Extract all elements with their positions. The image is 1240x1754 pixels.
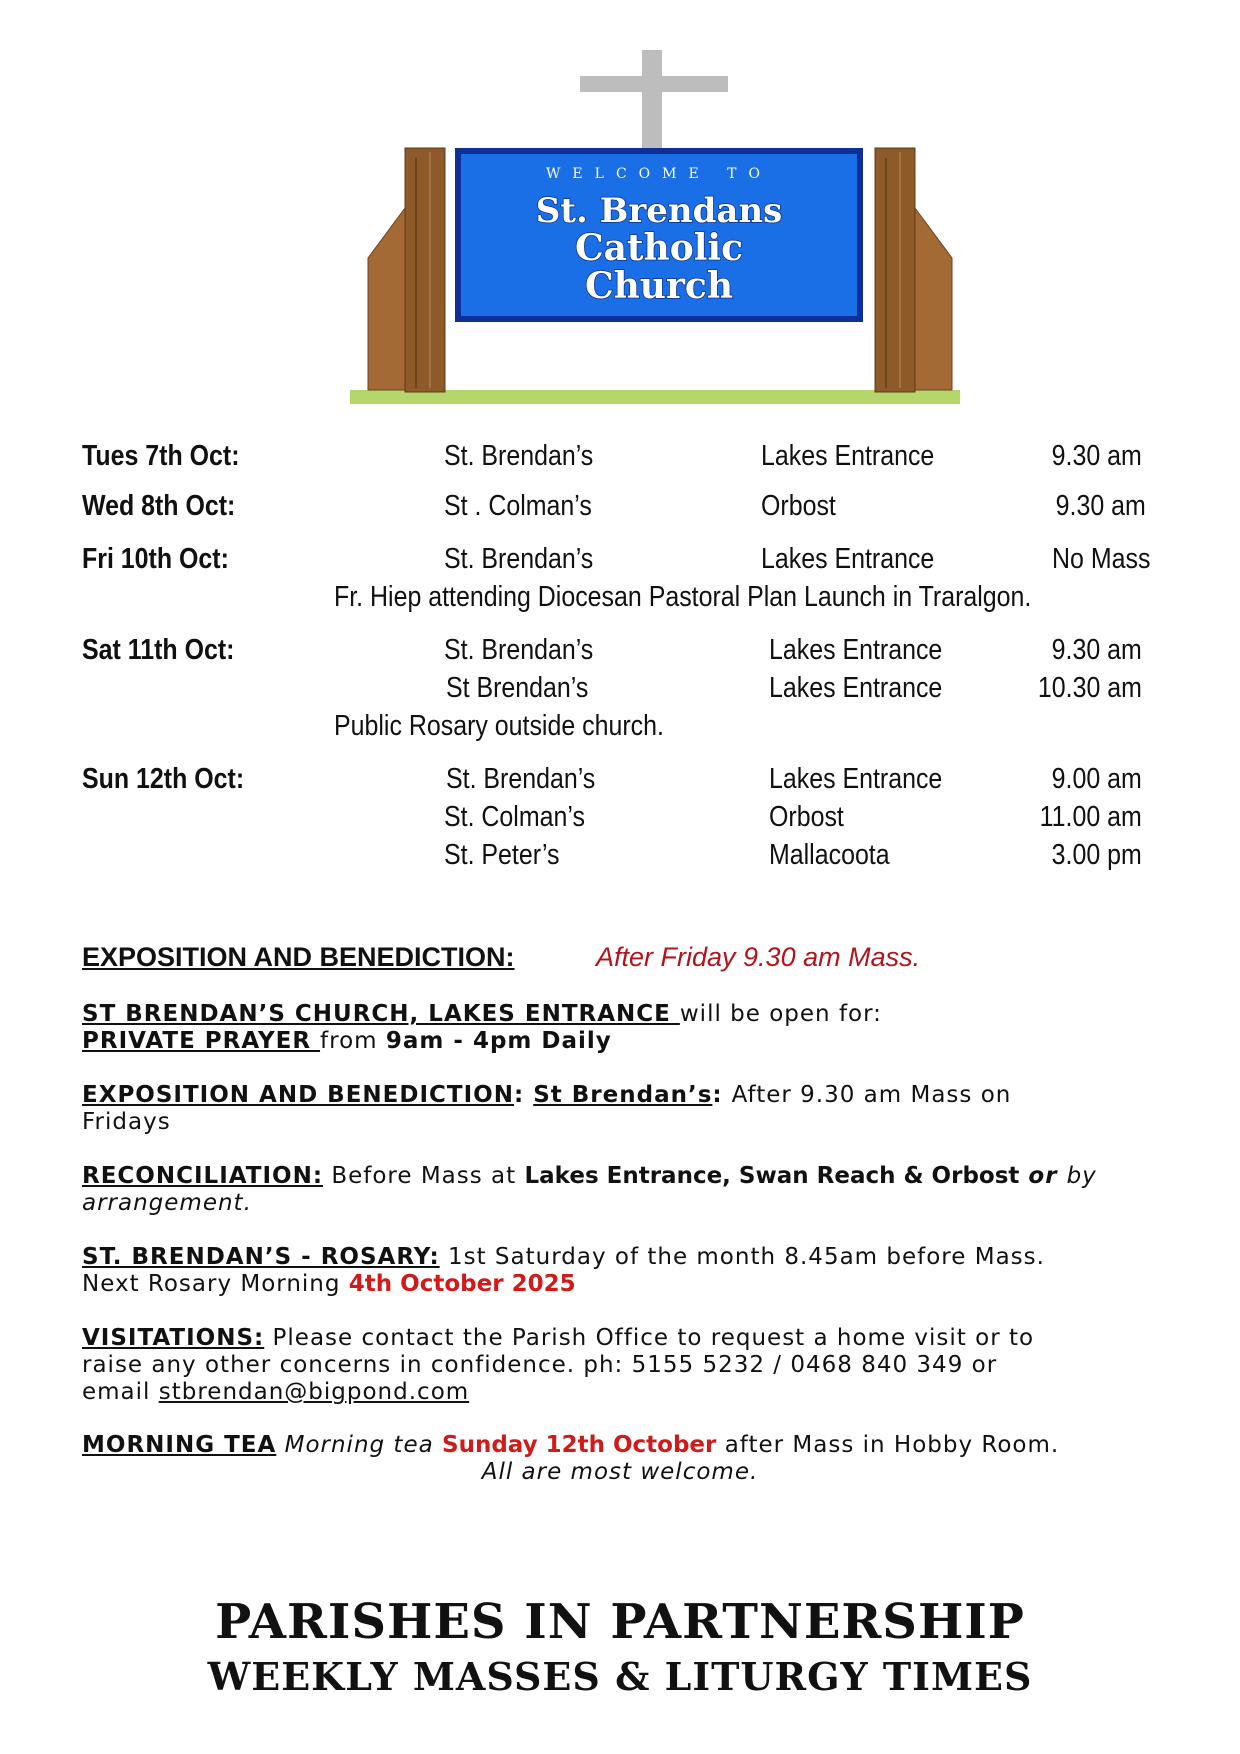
mass-time: 9.30 am bbox=[1051, 440, 1142, 472]
day-label: Fri 10th Oct: bbox=[82, 543, 229, 575]
right-brace bbox=[915, 208, 952, 390]
mass-time: 3.00 pm bbox=[1051, 839, 1142, 871]
place-name: Lakes Entrance bbox=[761, 440, 935, 472]
rosary-heading: ST. BRENDAN’S - ROSARY: bbox=[82, 1244, 440, 1270]
private-prayer-from: from bbox=[320, 1028, 386, 1054]
church-sign-image bbox=[350, 48, 970, 408]
schedule-note: Public Rosary outside church. bbox=[334, 710, 664, 742]
visitations-heading: VISITATIONS: bbox=[82, 1325, 265, 1351]
exposition-note: After Friday 9.30 am Mass. bbox=[596, 942, 921, 972]
sign-catholic-text: Catholic bbox=[574, 227, 744, 269]
cross-horizontal bbox=[580, 76, 728, 92]
place-name: Lakes Entrance bbox=[769, 763, 943, 795]
day-label: Sun 12th Oct: bbox=[82, 763, 245, 795]
footer-title: PARISHES IN PARTNERSHIP bbox=[215, 1594, 1025, 1650]
morning-tea-notice: MORNING TEA Morning tea Sunday 12th October after Mass in Hobby Room. bbox=[82, 1432, 1060, 1458]
day-label: Wed 8th Oct: bbox=[82, 490, 236, 522]
church-name: St. Colman’s bbox=[444, 801, 585, 833]
morning-tea-heading: MORNING TEA bbox=[82, 1432, 277, 1458]
reconciliation-heading: RECONCILIATION: bbox=[82, 1163, 324, 1189]
church-name: St . Colman’s bbox=[444, 490, 592, 522]
place-name: Lakes Entrance bbox=[769, 634, 943, 666]
sign-name-text: St. Brendans bbox=[535, 191, 783, 231]
day-label: Tues 7th Oct: bbox=[82, 440, 240, 472]
mass-time: 11.00 am bbox=[1039, 801, 1142, 833]
exposition-text: After 9.30 am Mass on bbox=[731, 1082, 1012, 1108]
church-name: St. Brendan’s bbox=[446, 763, 596, 795]
rosary-next-label: Next Rosary Morning bbox=[82, 1271, 349, 1297]
rosary-text: 1st Saturday of the month 8.45am before Mass. bbox=[439, 1244, 1045, 1270]
reconciliation-notice: RECONCILIATION: Before Mass at Lakes Entrance, Swan Reach & Orbost or by arrangement. bbox=[82, 1163, 1097, 1216]
church-name: St. Brendan’s bbox=[444, 634, 594, 666]
mass-time: No Mass bbox=[1051, 543, 1150, 575]
church-open-text: will be open for: bbox=[679, 1001, 882, 1027]
reconciliation-places: Lakes Entrance, Swan Reach & Orbost bbox=[524, 1163, 1020, 1189]
cross-vertical bbox=[642, 50, 662, 160]
place-name: Orbost bbox=[769, 801, 844, 833]
reconciliation-text-2: arrangement. bbox=[82, 1190, 252, 1216]
rosary-notice bbox=[82, 1244, 1045, 1298]
mass-time: 10.30 am bbox=[1038, 672, 1142, 704]
exposition-notice: EXPOSITION AND BENEDICTION: St Brendan’s: After 9.30 am Mass on Fridays bbox=[82, 1082, 1012, 1135]
church-name: St. Brendan’s bbox=[444, 440, 594, 472]
visitations-notice: VISITATIONS: Please contact the Parish Office to request a home visit or to raise any other concerns in confidence. ph: 5155 5232 / 0468 840 349 or email stbrendan@bigpond.com bbox=[82, 1325, 1035, 1405]
church-name: St. Brendan’s bbox=[444, 543, 594, 575]
private-prayer-hours: 9am - 4pm Daily bbox=[385, 1028, 612, 1054]
place-name: Orbost bbox=[761, 490, 836, 522]
church-name: St Brendan’s bbox=[446, 672, 589, 704]
exposition-text-2: Fridays bbox=[82, 1109, 171, 1135]
day-label: Sat 11th Oct: bbox=[82, 634, 235, 666]
schedule-note: Fr. Hiep attending Diocesan Pastoral Plan Launch in Traralgon. bbox=[334, 581, 1032, 613]
private-prayer-heading: PRIVATE PRAYER bbox=[82, 1028, 321, 1054]
church-open-heading: ST BRENDAN’S CHURCH, LAKES ENTRANCE bbox=[82, 1001, 680, 1027]
exposition-heading: EXPOSITION AND BENEDICTION: bbox=[82, 942, 515, 972]
left-brace bbox=[368, 208, 405, 390]
mass-time: 9.30 am bbox=[1051, 634, 1142, 666]
visitations-text-2: raise any other concerns in confidence. ph: 5155 5232 / 0468 840 349 or bbox=[82, 1352, 998, 1378]
morning-tea-date: Sunday 12th October bbox=[442, 1432, 717, 1458]
mass-time: 9.00 am bbox=[1051, 763, 1142, 795]
place-name: Lakes Entrance bbox=[761, 543, 935, 575]
church-open-notice bbox=[82, 1001, 882, 1055]
exposition-heading-2: EXPOSITION AND BENEDICTION bbox=[82, 1082, 514, 1108]
sign-welcome-text: WELCOME TO bbox=[546, 166, 772, 182]
footer-subtitle: WEEKLY MASSES & LITURGY TIMES bbox=[207, 1654, 1033, 1699]
left-post bbox=[405, 148, 445, 392]
right-post bbox=[875, 148, 915, 392]
mass-time: 9.30 am bbox=[1055, 490, 1146, 522]
morning-tea-welcome: All are most welcome. bbox=[481, 1459, 759, 1485]
place-name: Lakes Entrance bbox=[769, 672, 943, 704]
place-name: Mallacoota bbox=[769, 839, 890, 871]
exposition-church: St Brendan’s bbox=[533, 1082, 713, 1108]
sign-church-text: Church bbox=[584, 265, 734, 307]
church-name: St. Peter’s bbox=[444, 839, 560, 871]
rosary-next-date: 4th October 2025 bbox=[348, 1271, 576, 1297]
email-link[interactable]: stbrendan@bigpond.com bbox=[158, 1379, 470, 1405]
